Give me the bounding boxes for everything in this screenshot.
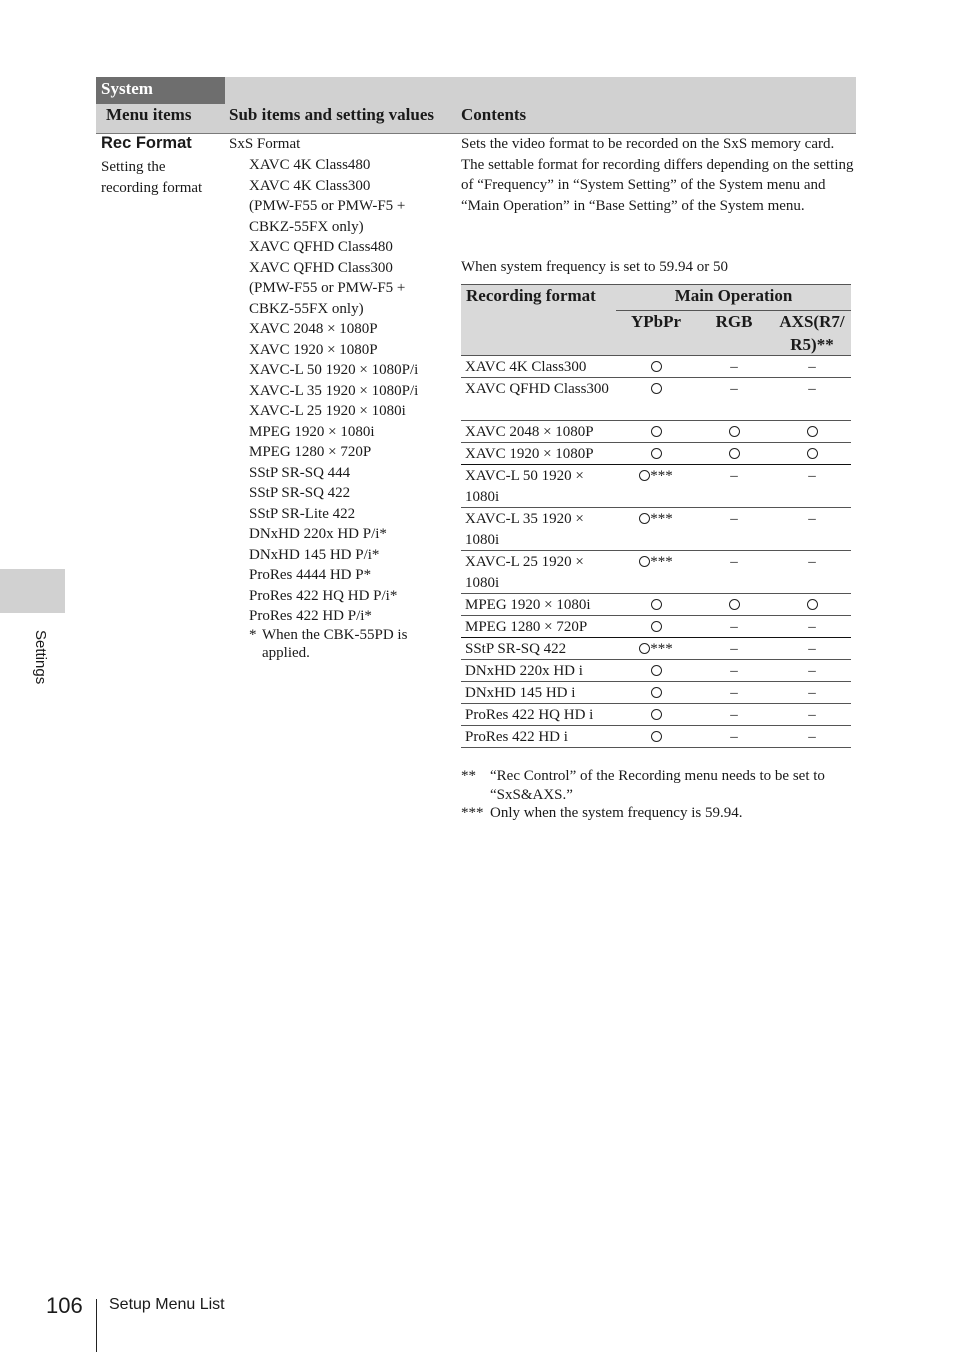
footnote-text: Only when the system frequency is 59.94.: [490, 805, 743, 821]
table-row: [461, 421, 851, 443]
circle-mark-icon: [651, 383, 662, 394]
axs-cell: –: [808, 468, 816, 484]
sub-note-line1: When the CBK-55PD is: [262, 627, 408, 643]
section-side-tab: [0, 569, 65, 613]
rgb-cell: [695, 444, 773, 465]
footnotes: [461, 767, 853, 823]
sub-item: CBKZ-55FX only): [249, 300, 364, 317]
format-cell: SStP SR-SQ 422: [465, 641, 567, 657]
sub-item: MPEG 1920 × 1080i: [249, 423, 375, 440]
footnote-ref: ***: [650, 468, 673, 484]
axs-cell: –: [808, 554, 816, 570]
table-row: [461, 465, 851, 508]
format-cell: XAVC-L 25 1920 × 1080i: [465, 554, 584, 591]
ypbpr-cell: [617, 639, 695, 660]
circle-mark-icon: [651, 687, 662, 698]
axs-cell: –: [808, 511, 816, 527]
sub-item: SStP SR-Lite 422: [249, 505, 356, 522]
rgb-cell: [695, 595, 773, 616]
circle-mark-icon: [651, 448, 662, 459]
circle-mark-icon: [651, 621, 662, 632]
axs-cell: –: [808, 619, 816, 635]
footnote: [461, 767, 853, 804]
axs-cell: –: [808, 381, 816, 397]
rgb-cell: [695, 422, 773, 443]
menu-item-description: Setting the recording format: [101, 159, 203, 196]
table-row: [461, 356, 851, 378]
sub-item: XAVC 1920 × 1080P: [249, 341, 378, 358]
header-main-operation: Main Operation: [674, 286, 793, 305]
sub-item: XAVC-L 50 1920 × 1080P/i: [249, 362, 419, 378]
table-row: [461, 638, 851, 660]
system-tab-label: System: [96, 77, 225, 104]
footnote-text: “Rec Control” of the Recording menu needs to be set to “SxS&AXS.”: [490, 768, 825, 803]
sub-items-heading: SxS Format: [229, 136, 301, 152]
ypbpr-cell: [617, 617, 695, 638]
circle-mark-icon: [651, 731, 662, 742]
footnote-mark: ***: [461, 805, 484, 821]
sub-item: DNxHD 145 HD P/i*: [249, 546, 380, 563]
rgb-cell: –: [730, 663, 738, 679]
circle-mark-icon: [651, 599, 662, 610]
ypbpr-cell: [617, 444, 695, 465]
table-row: [461, 551, 851, 594]
circle-mark-icon: [639, 556, 650, 567]
rgb-cell: –: [730, 685, 738, 701]
sub-item: DNxHD 220x HD P/i*: [249, 526, 387, 542]
footnote: [461, 804, 853, 823]
axs-cell: –: [808, 729, 816, 745]
column-header-sub-items: Sub items and setting values: [229, 105, 434, 124]
circle-mark-icon: [639, 643, 650, 654]
circle-mark-icon: [729, 599, 740, 610]
ypbpr-cell: [617, 705, 695, 726]
ypbpr-cell: [617, 683, 695, 704]
rgb-cell: –: [730, 554, 738, 570]
axs-cell: –: [808, 707, 816, 723]
header-ypbpr: YPbPr: [630, 312, 682, 331]
header-axs-line2: R5)**: [790, 335, 834, 354]
axs-cell: –: [808, 663, 816, 679]
sub-item: SStP SR-SQ 444: [249, 464, 351, 481]
format-cell: XAVC 1920 × 1080P: [465, 446, 594, 462]
footnote-mark: **: [461, 768, 476, 784]
circle-mark-icon: [729, 448, 740, 459]
table-row: [461, 660, 851, 682]
axs-cell: –: [808, 685, 816, 701]
axs-cell: –: [808, 641, 816, 657]
circle-mark-icon: [807, 448, 818, 459]
axs-cell: [773, 444, 851, 465]
ypbpr-cell: [617, 595, 695, 616]
sub-note-line2: applied.: [262, 645, 310, 661]
table-row: [461, 704, 851, 726]
sub-item: XAVC 2048 × 1080P: [249, 321, 378, 337]
ypbpr-cell: [617, 509, 695, 530]
format-cell: MPEG 1920 × 1080i: [465, 597, 591, 613]
table-row: [461, 594, 851, 616]
footer-section-title: Setup Menu List: [109, 1296, 225, 1313]
ypbpr-cell: [617, 552, 695, 573]
sub-item: XAVC QFHD Class300: [249, 259, 393, 276]
circle-mark-icon: [651, 665, 662, 676]
format-cell: DNxHD 145 HD i: [465, 685, 576, 701]
rgb-cell: –: [730, 619, 738, 635]
format-cell: ProRes 422 HD i: [465, 729, 568, 745]
format-cell: XAVC 2048 × 1080P: [465, 424, 594, 440]
menu-item-title: Rec Format: [101, 134, 192, 152]
format-cell: ProRes 422 HQ HD i: [465, 707, 594, 723]
circle-mark-icon: [807, 599, 818, 610]
axs-cell: [773, 595, 851, 616]
rgb-cell: –: [730, 641, 738, 657]
circle-mark-icon: [651, 709, 662, 720]
rgb-cell: –: [730, 468, 738, 484]
sub-item: ProRes 422 HQ HD P/i*: [249, 587, 398, 604]
sub-items-note: [249, 626, 449, 662]
ypbpr-cell: [617, 357, 695, 378]
header-recording-format: Recording format: [466, 286, 596, 305]
rgb-cell: –: [730, 381, 738, 397]
footer-divider: [96, 1299, 97, 1352]
contents-description: Sets the video format to be recorded on the SxS memory card. The settable format for recording differs depending on the setting of “Frequency” in “System Setting” of the System menu and “Main Operation” in “Base Setting” of the System menu.: [461, 136, 854, 214]
table-row: [461, 443, 851, 465]
sub-note-mark: *: [249, 627, 257, 643]
ypbpr-cell: [617, 422, 695, 443]
table-row: [461, 726, 851, 748]
rgb-cell: –: [730, 359, 738, 375]
circle-mark-icon: [651, 426, 662, 437]
page-number: 106: [46, 1293, 83, 1318]
sub-item: SStP SR-SQ 422: [249, 485, 351, 501]
circle-mark-icon: [729, 426, 740, 437]
sub-item: MPEG 1280 × 720P: [249, 444, 372, 460]
footnote-ref: ***: [650, 511, 673, 527]
header-axs-line1: AXS(R7/: [779, 312, 845, 331]
table-row: [461, 378, 851, 421]
sub-item: XAVC QFHD Class480: [249, 239, 393, 255]
ypbpr-cell: [617, 661, 695, 682]
rgb-cell: –: [730, 511, 738, 527]
sub-item: XAVC-L 35 1920 × 1080P/i: [249, 382, 419, 399]
rgb-cell: –: [730, 729, 738, 745]
sub-items-list: [249, 155, 459, 627]
circle-mark-icon: [651, 361, 662, 372]
header-rgb: RGB: [715, 312, 753, 331]
table-row: [461, 682, 851, 704]
ypbpr-cell: [617, 466, 695, 487]
table-row: [461, 616, 851, 638]
sub-item: XAVC 4K Class300: [249, 177, 371, 194]
column-header-contents: Contents: [461, 105, 527, 124]
circle-mark-icon: [639, 513, 650, 524]
sub-item: (PMW-F55 or PMW-F5 +: [249, 280, 406, 296]
circle-mark-icon: [807, 426, 818, 437]
frequency-note: When system frequency is set to 59.94 or 50: [461, 259, 729, 275]
header-axs: [773, 310, 851, 356]
sub-item: (PMW-F55 or PMW-F5 +: [249, 198, 406, 214]
column-header-menu-items: Menu items: [106, 105, 192, 124]
format-cell: XAVC QFHD Class300: [465, 381, 609, 397]
footnote-ref: ***: [650, 554, 673, 570]
sub-item: XAVC 4K Class480: [249, 157, 371, 173]
sub-item: XAVC-L 25 1920 × 1080i: [249, 403, 406, 419]
ypbpr-cell: [617, 379, 695, 400]
format-cell: XAVC 4K Class300: [465, 359, 587, 375]
sub-item: ProRes 4444 HD P*: [249, 567, 372, 583]
recording-table-header: [461, 284, 851, 356]
format-cell: XAVC-L 50 1920 × 1080i: [465, 468, 584, 505]
circle-mark-icon: [639, 470, 650, 481]
table-row: [461, 508, 851, 551]
recording-table-body: [461, 356, 851, 748]
ypbpr-cell: [617, 727, 695, 748]
footnote-ref: ***: [650, 641, 673, 657]
format-cell: MPEG 1280 × 720P: [465, 619, 588, 635]
sub-item: ProRes 422 HD P/i*: [249, 608, 372, 624]
recording-format-table: [461, 284, 851, 748]
format-cell: XAVC-L 35 1920 × 1080i: [465, 511, 584, 548]
format-cell: DNxHD 220x HD i: [465, 663, 583, 679]
side-tab-label: Settings: [32, 630, 49, 685]
sub-item: CBKZ-55FX only): [249, 218, 364, 235]
rgb-cell: –: [730, 707, 738, 723]
axs-cell: [773, 422, 851, 443]
axs-cell: –: [808, 359, 816, 375]
